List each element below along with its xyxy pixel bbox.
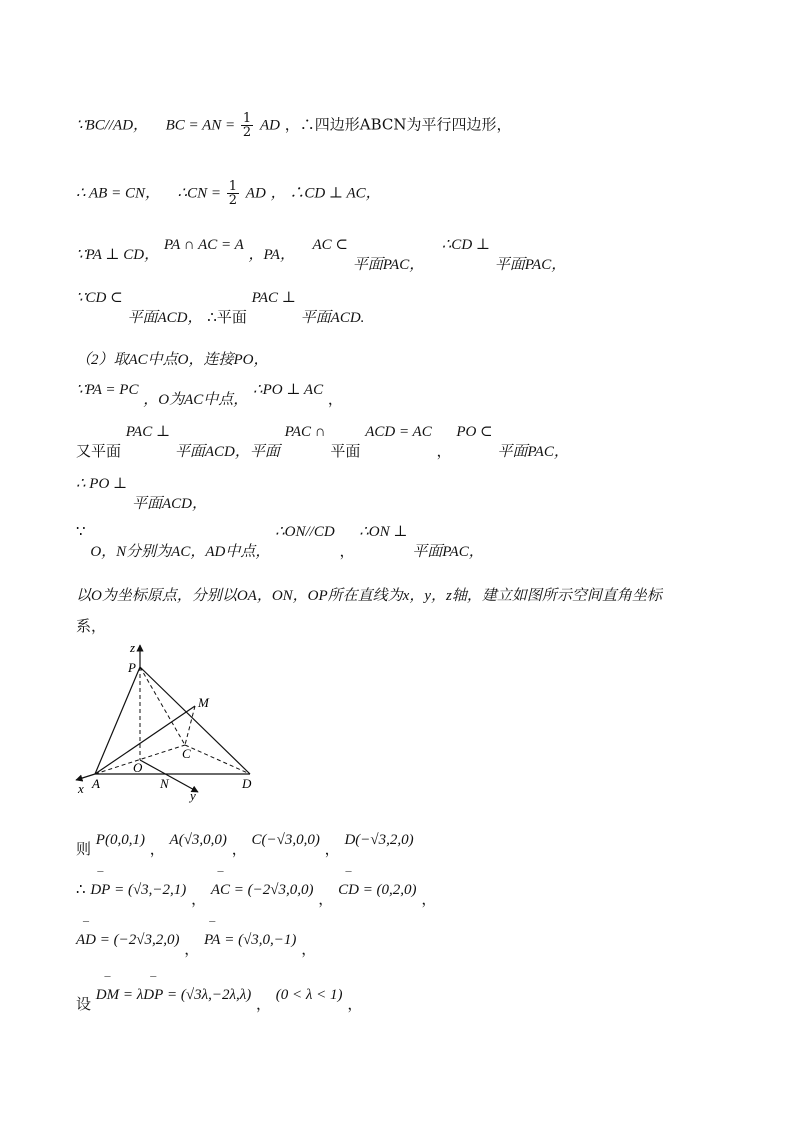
formula: ∵CD ⊂ bbox=[76, 290, 123, 306]
text: 以O为坐标原点，分别以OA，ON，OP所在直线为x，y，z轴，建立如图所示空间直角坐标 bbox=[76, 588, 662, 604]
formula: = (−2√3,2,0) bbox=[96, 932, 180, 948]
text: ， bbox=[324, 840, 340, 858]
label-D: D bbox=[242, 776, 252, 791]
text: ， bbox=[149, 840, 165, 858]
formula: = λ bbox=[119, 987, 144, 1003]
vector: ¯ DP bbox=[143, 986, 163, 1004]
edge-AM bbox=[95, 706, 195, 774]
line-15 bbox=[76, 985, 363, 1013]
text: ，O为AC中点， bbox=[143, 392, 249, 408]
text: ， bbox=[184, 940, 200, 958]
formula: AD bbox=[259, 117, 280, 134]
formula: P(0,0,1) bbox=[95, 832, 145, 848]
formula: A(√3,0,0) bbox=[169, 832, 227, 848]
text: 平面ACD， bbox=[127, 310, 203, 326]
line-1 bbox=[76, 112, 512, 139]
formula: ∴CD ⊥ bbox=[441, 237, 491, 253]
line-9 bbox=[76, 522, 484, 560]
text: ， bbox=[327, 390, 343, 408]
text: ，PA， bbox=[248, 247, 295, 263]
formula: AC ⊂ bbox=[312, 237, 349, 253]
formula: ∴CN = bbox=[177, 185, 225, 202]
vector: ¯ DM bbox=[96, 986, 119, 1004]
text: ∵BC//AD， bbox=[76, 117, 149, 134]
line-6 bbox=[76, 380, 343, 408]
line-11 bbox=[76, 617, 106, 635]
text: 平面 bbox=[216, 308, 247, 326]
text: ， ∴CD ⊥ AC， bbox=[270, 185, 381, 202]
line-3 bbox=[76, 237, 567, 273]
edge-PC bbox=[140, 667, 185, 745]
text: 平面PAC， bbox=[494, 257, 567, 273]
text: 平面ACD. bbox=[300, 310, 365, 326]
line-13 bbox=[76, 880, 437, 908]
text: 平面PAC， bbox=[352, 257, 425, 273]
text: ， bbox=[339, 542, 355, 560]
formula: = (√3,0,−1) bbox=[220, 932, 297, 948]
coordinate-figure bbox=[70, 640, 270, 805]
text: 平面PAC， bbox=[412, 544, 484, 560]
text: ， bbox=[231, 840, 247, 858]
label-M: M bbox=[198, 695, 209, 710]
text: O，N分别为AC，AD中点， bbox=[90, 544, 271, 560]
text: ∵ bbox=[76, 522, 86, 540]
vector: ¯ CD bbox=[338, 881, 359, 899]
formula: ∴ PO ⊥ bbox=[76, 476, 128, 492]
formula: = (0,2,0) bbox=[358, 882, 417, 898]
formula: D(−√3,2,0) bbox=[344, 832, 414, 848]
formula: (0 < λ < 1) bbox=[275, 987, 343, 1003]
formula: PO ⊂ bbox=[456, 424, 493, 440]
formula: PAC ∩ bbox=[284, 424, 326, 440]
text: 平面 bbox=[330, 442, 361, 460]
line-8 bbox=[76, 476, 207, 512]
text: ，∴四边形ABCN为平行四边形， bbox=[284, 115, 512, 134]
text: ∴ AB = CN， bbox=[76, 185, 160, 202]
line-12 bbox=[76, 830, 414, 858]
label-N: N bbox=[160, 776, 169, 791]
vector: ¯ AC bbox=[211, 881, 230, 899]
formula: ∴ON ⊥ bbox=[359, 524, 408, 540]
label-x: x bbox=[78, 781, 84, 796]
formula: = (√3λ,−2λ,λ) bbox=[163, 987, 252, 1003]
line-5 bbox=[76, 350, 269, 369]
text: ∴ bbox=[207, 308, 217, 326]
text: ∵PA ⊥ CD， bbox=[76, 247, 160, 263]
formula: ∵PA = PC bbox=[76, 382, 139, 398]
text: ， bbox=[256, 995, 272, 1013]
edge-PD bbox=[140, 667, 250, 774]
label-O: O bbox=[133, 760, 143, 775]
text: 设 bbox=[76, 995, 92, 1013]
text: （2）取AC中点O，连接PO， bbox=[76, 352, 269, 368]
fraction: $\frac{1}{2}$ bbox=[228, 179, 238, 208]
edge-CD bbox=[185, 745, 250, 774]
vector: ¯ DP bbox=[90, 881, 110, 899]
line-14 bbox=[76, 930, 317, 958]
line-10 bbox=[76, 586, 662, 605]
text: ， bbox=[191, 890, 207, 908]
fraction: $\frac{1}{2}$ bbox=[242, 111, 252, 140]
edge-PA bbox=[95, 667, 140, 774]
formula: = (−2√3,0,0) bbox=[230, 882, 314, 898]
label-P: P bbox=[128, 660, 136, 675]
vector: ¯ AD bbox=[76, 931, 96, 949]
label-C: C bbox=[182, 746, 191, 761]
line-4 bbox=[76, 290, 365, 326]
text: ， bbox=[318, 890, 334, 908]
line-7 bbox=[76, 424, 569, 460]
formula: PAC ⊥ bbox=[125, 424, 171, 440]
formula: PAC ⊥ bbox=[251, 290, 296, 306]
text: 系， bbox=[76, 617, 107, 635]
text: ， bbox=[421, 890, 437, 908]
line-2 bbox=[76, 180, 381, 207]
formula: ∴PO ⊥ AC bbox=[253, 382, 324, 398]
formula: BC = AN = bbox=[165, 117, 239, 134]
text: 平面ACD，平面 bbox=[174, 444, 280, 460]
text: 平面ACD， bbox=[131, 496, 207, 512]
text: 平面PAC， bbox=[497, 444, 569, 460]
label-A: A bbox=[92, 776, 100, 791]
formula: C(−√3,0,0) bbox=[251, 832, 320, 848]
formula: ACD = AC bbox=[365, 424, 432, 440]
formula: ∴ON//CD bbox=[275, 524, 335, 540]
formula: = (√3,−2,1) bbox=[110, 882, 187, 898]
formula: PA ∩ AC = A bbox=[163, 237, 244, 253]
text: 又平面 bbox=[76, 442, 122, 460]
label-y: y bbox=[190, 788, 196, 803]
text: 则 bbox=[76, 840, 92, 858]
vector: ¯ PA bbox=[204, 931, 220, 949]
text: ， bbox=[347, 995, 363, 1013]
text: ， bbox=[301, 940, 317, 958]
text: ∴ bbox=[76, 880, 86, 898]
formula: AD bbox=[245, 185, 266, 202]
label-z: z bbox=[130, 640, 136, 655]
text: ， bbox=[436, 442, 452, 460]
